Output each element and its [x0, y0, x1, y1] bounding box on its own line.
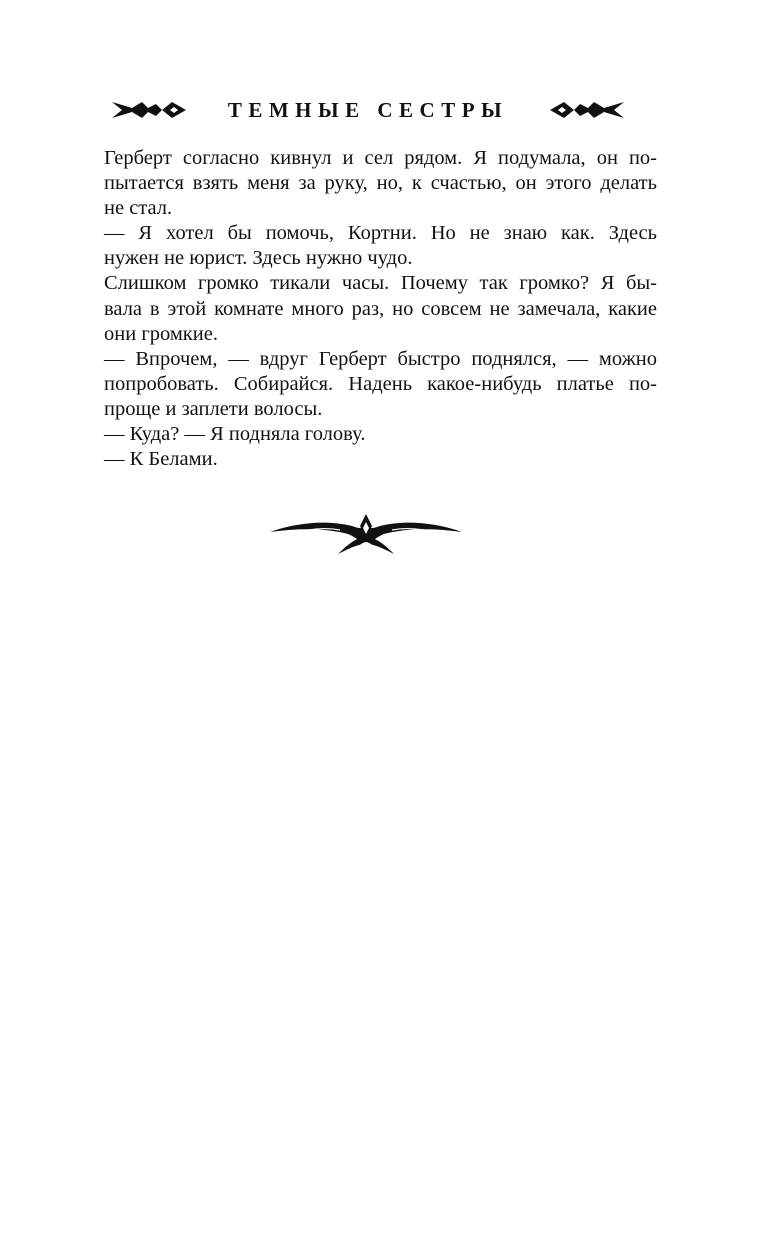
paragraph [104, 146, 657, 221]
paragraph [104, 422, 657, 447]
text-line: проще и заплети волосы. [104, 397, 323, 420]
text-line: — Куда? — Я подняла голову. [104, 423, 366, 446]
text-line: попробовать. Собирайся. Надень какое-нибудь платье по- [104, 372, 657, 395]
text-line: нужен не юрист. Здесь нужно чудо. [104, 247, 413, 270]
text-line: не стал. [104, 197, 173, 220]
paragraph [104, 221, 657, 271]
text-line: Слишком громко тикали часы. Почему так громко? Я бы- [104, 272, 657, 295]
text-line: вала в этой комнате много раз, но совсем не замечала, какие [104, 297, 657, 320]
text-line: пытается взять меня за руку, но, к счастью, он этого делать [104, 172, 657, 195]
paragraph [104, 347, 657, 422]
body-text [104, 146, 657, 472]
text-line: они громкие. [104, 322, 218, 345]
running-title: ТЕМНЫЕ СЕСТРЫ [227, 98, 509, 122]
text-line: — Впрочем, — вдруг Герберт быстро поднялся, — можно [104, 347, 657, 370]
right-header-ornament-icon [550, 98, 624, 122]
text-line: Герберт согласно кивнул и сел рядом. Я подумала, он по- [104, 147, 657, 169]
paragraph [104, 271, 657, 346]
text-line: — Я хотел бы помочь, Кортни. Но не знаю как. Здесь [104, 222, 657, 245]
text-line: — К Белами. [104, 448, 218, 471]
chapter-end-ornament-icon [268, 510, 464, 556]
paragraph [104, 447, 657, 472]
running-header [112, 92, 624, 128]
